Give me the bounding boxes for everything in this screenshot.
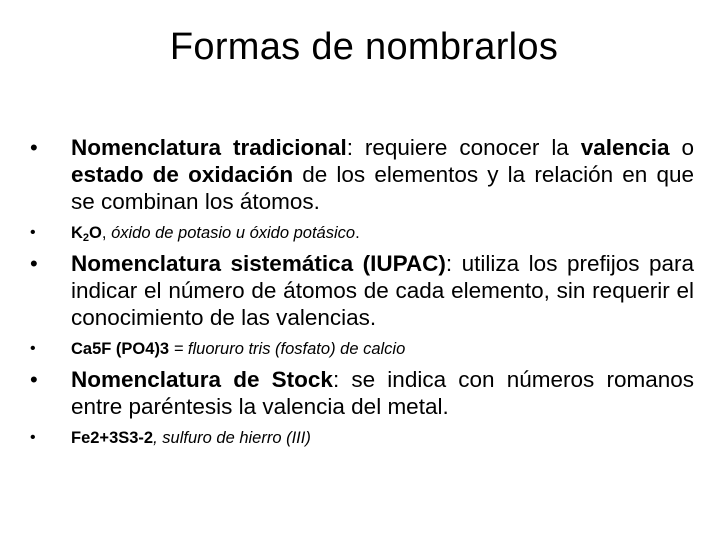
term-estado-de-oxidacion: estado de oxidación (71, 162, 294, 187)
example-name: = fluoruro tris (fosfato) de calcio (169, 340, 406, 358)
bullet-dot: • (30, 429, 36, 446)
text: de los elementos y la relación en que se combinan los átomos. (71, 162, 694, 214)
bullet-nomenclatura-stock (26, 366, 694, 420)
bullet-dot: • (30, 224, 36, 241)
text: : requiere conocer la (346, 135, 581, 160)
term-nomenclatura-stock: Nomenclatura de Stock (71, 367, 333, 392)
text: : utiliza los prefijos para indicar el número de átomos de cada elemento, sin requerir el conocimiento de las valencias. (71, 251, 694, 330)
bullet-dot: • (30, 251, 38, 276)
bullet-list (26, 134, 694, 455)
bullet-nomenclatura-sistematica (26, 250, 694, 331)
text: : se indica con números romanos entre paréntesis la valencia del metal. (71, 367, 694, 419)
bullet-nomenclatura-tradicional (26, 134, 694, 215)
bullet-example-ca5f (26, 338, 694, 360)
bullet-example-k2o (26, 222, 694, 244)
example-name: óxido de potasio u óxido potásico (111, 224, 356, 242)
text: , (101, 224, 112, 242)
formula-k: K (71, 224, 83, 242)
bullet-dot: • (30, 135, 38, 160)
formula-fe2s3: Fe2+3S3-2 (71, 429, 154, 447)
term-valencia: valencia (580, 135, 670, 160)
bullet-example-fe2s3 (26, 427, 694, 449)
formula-o: O (89, 224, 102, 242)
slide-title: Formas de nombrarlos (169, 26, 559, 68)
formula-ca5f-po4-3: Ca5F (PO4)3 (71, 340, 170, 358)
text: o (669, 135, 695, 160)
formula-subscript: 2 (82, 232, 90, 244)
text: . (355, 224, 360, 242)
example-name: , sulfuro de hierro (III) (153, 429, 311, 447)
term-nomenclatura-sistematica: Nomenclatura sistemática (IUPAC) (71, 251, 446, 276)
bullet-dot: • (30, 367, 38, 392)
bullet-dot: • (30, 340, 36, 357)
term-nomenclatura-tradicional: Nomenclatura tradicional (71, 135, 347, 160)
